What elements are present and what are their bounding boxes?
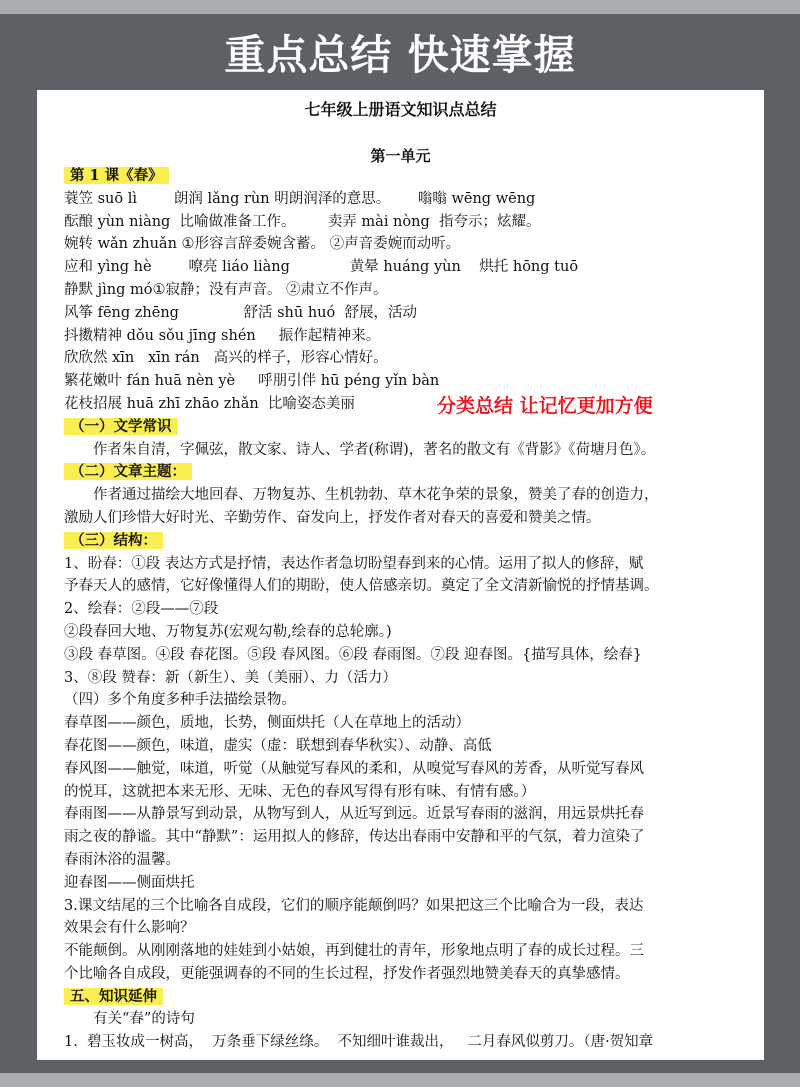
structure-line: 春雨图——从静景写到动景，从物写到人，从近写到远。近景写春雨的滋润，用远景烘托春 [64,806,644,823]
structure-line: ②段春回大地、万物复苏(宏观勾勒,绘春的总轮廓。) [64,623,392,640]
top-border-strip [0,0,800,14]
vocab-line: 风筝 fēng zhēng 舒活 shū huó 舒展，活动 [64,304,417,321]
structure-line: （四）多个角度多种手法描绘景物。 [64,692,296,709]
vocab-line: 花枝招展 huā zhī zhāo zhǎn 比喻姿态美丽 [64,395,355,412]
callout-text: 分类总结 让记忆更加方便 [437,395,653,417]
vocab-line: 蓑笠 suō lì 朗润 lǎng rùn 明朗润泽的意思。 嗡嗡 wēng wēng [64,190,536,207]
structure-line: ③段 春草图。④段 春花图。⑤段 春风图。⑥段 春雨图。⑦段 迎春图。{描写具体，绘春} [64,646,642,663]
banner-title: 重点总结 快速掌握 [224,31,576,79]
vocab-line: 欣欣然 xīn xīn rán 高兴的样子，形容心情好。 [64,350,388,367]
extension-poem: 1. 碧玉妆成一树高， 万条垂下绿丝绦。 不知细叶谁裁出， 二月春风似剪刀。（唐·贺知章 [64,1034,654,1051]
structure-line: 不能颠倒。从刚刚落地的娃娃到小姑娘，再到健壮的青年，形象地点明了春的成长过程。三 [64,943,644,960]
literature-heading: （一）文学常识 [64,418,178,435]
vocab-line: 抖擞精神 dǒu sǒu jīng shén 振作起精神来。 [64,327,381,344]
structure-line: 的悦耳，这就把本来无形、无味、无色的春风写得有形有味、有情有感。） [64,783,536,800]
extension-intro: 有关“春”的诗句 [93,1011,195,1028]
extension-heading: 五、知识延伸 [64,988,163,1005]
bottom-border-strip [0,1073,800,1087]
structure-line: 3.课文结尾的三个比喻各自成段，它们的顺序能颠倒吗？如果把这三个比喻合为一段，表达 [64,897,644,914]
structure-line: 1、盼春：①段 表达方式是抒情，表达作者急切盼望春到来的心情。运用了拟人的修辞，赋 [64,555,644,572]
structure-line: 春草图——颜色，质地，长势，侧面烘托（人在草地上的活动） [64,715,470,732]
vocab-line: 繁花嫩叶 fán huā nèn yè 呼朋引伴 hū péng yǐn bàn [64,373,440,390]
structure-line: 2、绘春：②段——⑦段 [64,601,219,618]
vocab-line: 应和 yìng hè 嘹亮 liáo liàng 黄晕 huáng yùn 烘托 hōng tuō [64,259,579,276]
document-content [64,165,760,1054]
lesson-heading: 第 1 课《春》 [64,167,169,184]
structure-line: 予春天人的感情，它好像懂得人们的期盼，使人倍感亲切。奠定了全文清新愉悦的抒情基调。 [64,578,659,595]
structure-line: 春雨沐浴的温馨。 [64,851,180,868]
document-page [37,90,764,1060]
structure-line: 春花图——颜色，味道，虚实（虚：联想到春华秋实）、动静、高低 [64,737,492,754]
literature-text: 作者朱自清，字佩弦，散文家、诗人、学者(称谓)，著名的散文有《背影》《荷塘月色》。 [93,441,656,458]
structure-line: 效果会有什么影响？ [64,920,195,937]
theme-line: 作者通过描绘大地回春、万物复苏、生机勃勃、草木花争荣的景象，赞美了春的创造力， [93,487,659,504]
document-title: 七年级上册语文知识点总结 [304,100,497,119]
structure-line: 雨之夜的静谧。其中“静默”：运用拟人的修辞，传达出春雨中安静和平的气氛，着力渲染了 [64,829,645,846]
theme-line: 激励人们珍惜大好时光、辛勤劳作、奋发向上，抒发作者对春天的喜爱和赞美之情。 [64,509,601,526]
structure-line: 迎春图——侧面烘托 [64,874,195,891]
vocab-line: 婉转 wǎn zhuǎn ①形容言辞委婉含蓄。 ②声音委婉而动听。 [64,236,461,253]
structure-line: 3、⑧段 赞春：新（新生）、美（美丽）、力（活力） [64,669,397,686]
structure-heading: （三）结构： [64,532,163,549]
unit-title: 第一单元 [370,147,431,165]
vocab-line: 静默 jìng mó①寂静；没有声音。 ②肃立不作声。 [64,281,388,298]
structure-line: 春风图——触觉，味道，听觉（从触觉写春风的柔和，从嗅觉写春风的芳香，从听觉写春风 [64,760,644,777]
structure-line: 个比喻各自成段，更能强调春的不同的生长过程，抒发作者强烈地赞美春天的真挚感情。 [64,965,630,982]
theme-heading: （二）文章主题： [64,463,192,480]
vocab-line: 酝酿 yùn niàng 比喻做准备工作。 卖弄 mài nòng 指夸示；炫耀。 [64,213,541,230]
